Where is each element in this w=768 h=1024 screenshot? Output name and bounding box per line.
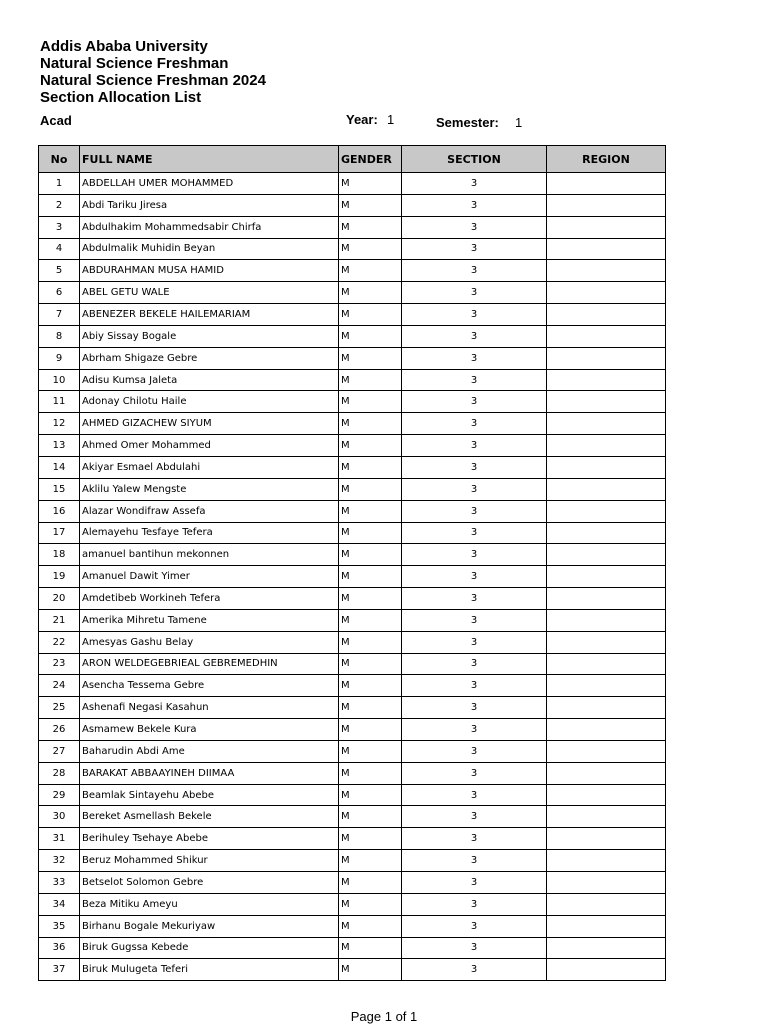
table-row: [39, 828, 666, 850]
cell-section: 3: [402, 325, 547, 347]
cell-gender: M: [339, 893, 402, 915]
cell-full-name: BARAKAT ABBAAYINEH DIIMAA: [80, 762, 339, 784]
cell-no: 28: [39, 762, 80, 784]
cell-section: 3: [402, 413, 547, 435]
cell-section: 3: [402, 478, 547, 500]
cell-no: 4: [39, 238, 80, 260]
cell-region: [547, 740, 666, 762]
cell-no: 23: [39, 653, 80, 675]
cell-full-name: Birhanu Bogale Mekuriyaw: [80, 915, 339, 937]
cell-full-name: Aklilu Yalew Mengste: [80, 478, 339, 500]
cell-no: 1: [39, 173, 80, 195]
cell-full-name: Asmamew Bekele Kura: [80, 719, 339, 741]
cell-no: 3: [39, 216, 80, 238]
cell-full-name: Ashenafi Negasi Kasahun: [80, 697, 339, 719]
semester-label: Semester:: [436, 115, 499, 130]
cell-section: 3: [402, 347, 547, 369]
cell-region: [547, 850, 666, 872]
program-year: Natural Science Freshman 2024: [40, 72, 266, 89]
table-row: [39, 522, 666, 544]
table-row: [39, 478, 666, 500]
table-row: [39, 282, 666, 304]
cell-full-name: AHMED GIZACHEW SIYUM: [80, 413, 339, 435]
table-row: [39, 260, 666, 282]
cell-section: 3: [402, 937, 547, 959]
section-allocation-table: [38, 145, 666, 981]
table-row: [39, 216, 666, 238]
cell-region: [547, 216, 666, 238]
cell-section: 3: [402, 697, 547, 719]
cell-region: [547, 631, 666, 653]
cell-gender: M: [339, 828, 402, 850]
cell-section: 3: [402, 631, 547, 653]
cell-full-name: Biruk Mulugeta Teferi: [80, 959, 339, 981]
table-row: [39, 413, 666, 435]
cell-section: 3: [402, 500, 547, 522]
table-row: [39, 173, 666, 195]
cell-gender: M: [339, 762, 402, 784]
cell-no: 17: [39, 522, 80, 544]
table-row: [39, 675, 666, 697]
cell-no: 33: [39, 872, 80, 894]
cell-no: 31: [39, 828, 80, 850]
cell-region: [547, 522, 666, 544]
cell-section: 3: [402, 282, 547, 304]
cell-full-name: ABENEZER BEKELE HAILEMARIAM: [80, 304, 339, 326]
cell-gender: M: [339, 719, 402, 741]
table-row: [39, 893, 666, 915]
cell-region: [547, 456, 666, 478]
cell-region: [547, 806, 666, 828]
cell-no: 12: [39, 413, 80, 435]
column-header-section: SECTION: [402, 146, 547, 173]
document-header: [40, 38, 266, 106]
cell-section: 3: [402, 719, 547, 741]
cell-full-name: Biruk Gugssa Kebede: [80, 937, 339, 959]
cell-region: [547, 719, 666, 741]
cell-no: 24: [39, 675, 80, 697]
table-row: [39, 609, 666, 631]
cell-gender: M: [339, 522, 402, 544]
table-row: [39, 304, 666, 326]
cell-full-name: Akiyar Esmael Abdulahi: [80, 456, 339, 478]
cell-section: 3: [402, 238, 547, 260]
table-row: [39, 719, 666, 741]
cell-region: [547, 282, 666, 304]
cell-gender: M: [339, 806, 402, 828]
cell-full-name: amanuel bantihun mekonnen: [80, 544, 339, 566]
cell-gender: M: [339, 850, 402, 872]
cell-full-name: Betselot Solomon Gebre: [80, 872, 339, 894]
cell-region: [547, 588, 666, 610]
cell-gender: M: [339, 500, 402, 522]
cell-gender: M: [339, 369, 402, 391]
year-label: Year:: [346, 112, 378, 127]
cell-section: 3: [402, 216, 547, 238]
cell-gender: M: [339, 194, 402, 216]
table-row: [39, 915, 666, 937]
cell-no: 9: [39, 347, 80, 369]
cell-no: 22: [39, 631, 80, 653]
cell-full-name: ABDELLAH UMER MOHAMMED: [80, 173, 339, 195]
cell-no: 7: [39, 304, 80, 326]
cell-section: 3: [402, 260, 547, 282]
cell-full-name: Amanuel Dawit Yimer: [80, 566, 339, 588]
cell-region: [547, 260, 666, 282]
cell-section: 3: [402, 173, 547, 195]
cell-no: 18: [39, 544, 80, 566]
cell-region: [547, 653, 666, 675]
cell-no: 11: [39, 391, 80, 413]
cell-gender: M: [339, 937, 402, 959]
cell-no: 13: [39, 435, 80, 457]
cell-full-name: ARON WELDEGEBRIEAL GEBREMEDHIN: [80, 653, 339, 675]
table-row: [39, 500, 666, 522]
table-body: [39, 173, 666, 981]
cell-full-name: Asencha Tessema Gebre: [80, 675, 339, 697]
cell-full-name: ABEL GETU WALE: [80, 282, 339, 304]
cell-region: [547, 369, 666, 391]
cell-gender: M: [339, 173, 402, 195]
table-row: [39, 872, 666, 894]
cell-section: 3: [402, 304, 547, 326]
cell-full-name: Alemayehu Tesfaye Tefera: [80, 522, 339, 544]
cell-section: 3: [402, 522, 547, 544]
cell-full-name: Abdulhakim Mohammedsabir Chirfa: [80, 216, 339, 238]
page-number: Page 1 of 1: [350, 1009, 418, 1024]
cell-gender: M: [339, 915, 402, 937]
cell-gender: M: [339, 631, 402, 653]
cell-region: [547, 478, 666, 500]
cell-no: 36: [39, 937, 80, 959]
cell-region: [547, 391, 666, 413]
cell-section: 3: [402, 435, 547, 457]
table-row: [39, 544, 666, 566]
cell-full-name: Beruz Mohammed Shikur: [80, 850, 339, 872]
table-row: [39, 456, 666, 478]
cell-gender: M: [339, 325, 402, 347]
cell-no: 6: [39, 282, 80, 304]
cell-gender: M: [339, 304, 402, 326]
cell-full-name: Amesyas Gashu Belay: [80, 631, 339, 653]
program-name: Natural Science Freshman: [40, 55, 229, 72]
table-row: [39, 937, 666, 959]
cell-no: 15: [39, 478, 80, 500]
cell-gender: M: [339, 653, 402, 675]
column-header-no: No: [39, 146, 80, 173]
cell-section: 3: [402, 762, 547, 784]
cell-no: 19: [39, 566, 80, 588]
cell-gender: M: [339, 566, 402, 588]
cell-gender: M: [339, 478, 402, 500]
cell-no: 16: [39, 500, 80, 522]
cell-region: [547, 544, 666, 566]
cell-region: [547, 959, 666, 981]
cell-region: [547, 566, 666, 588]
cell-region: [547, 828, 666, 850]
cell-no: 21: [39, 609, 80, 631]
table-row: [39, 566, 666, 588]
cell-section: 3: [402, 456, 547, 478]
cell-full-name: Abdi Tariku Jiresa: [80, 194, 339, 216]
column-header-gender: GENDER: [339, 146, 402, 173]
cell-region: [547, 675, 666, 697]
cell-section: 3: [402, 653, 547, 675]
cell-gender: M: [339, 784, 402, 806]
table-row: [39, 806, 666, 828]
table-row: [39, 369, 666, 391]
cell-gender: M: [339, 609, 402, 631]
cell-region: [547, 413, 666, 435]
cell-region: [547, 893, 666, 915]
cell-section: 3: [402, 588, 547, 610]
cell-full-name: ABDURAHMAN MUSA HAMID: [80, 260, 339, 282]
table-row: [39, 850, 666, 872]
cell-no: 30: [39, 806, 80, 828]
cell-gender: M: [339, 959, 402, 981]
cell-no: 35: [39, 915, 80, 937]
cell-no: 27: [39, 740, 80, 762]
cell-section: 3: [402, 675, 547, 697]
cell-gender: M: [339, 413, 402, 435]
cell-no: 8: [39, 325, 80, 347]
cell-full-name: Bereket Asmellash Bekele: [80, 806, 339, 828]
cell-section: 3: [402, 915, 547, 937]
cell-no: 20: [39, 588, 80, 610]
cell-full-name: Alazar Wondifraw Assefa: [80, 500, 339, 522]
table-row: [39, 391, 666, 413]
table-row: [39, 959, 666, 981]
cell-gender: M: [339, 456, 402, 478]
cell-section: 3: [402, 850, 547, 872]
academic-label-text: Acad: [40, 113, 72, 128]
cell-gender: M: [339, 435, 402, 457]
cell-no: 26: [39, 719, 80, 741]
cell-region: [547, 325, 666, 347]
cell-gender: M: [339, 675, 402, 697]
cell-region: [547, 762, 666, 784]
cell-region: [547, 194, 666, 216]
list-title: Section Allocation List: [40, 89, 202, 106]
cell-region: [547, 915, 666, 937]
cell-region: [547, 609, 666, 631]
cell-section: 3: [402, 391, 547, 413]
cell-full-name: Beza Mitiku Ameyu: [80, 893, 339, 915]
table-row: [39, 588, 666, 610]
cell-section: 3: [402, 784, 547, 806]
cell-full-name: Baharudin Abdi Ame: [80, 740, 339, 762]
cell-region: [547, 500, 666, 522]
cell-full-name: Berihuley Tsehaye Abebe: [80, 828, 339, 850]
cell-gender: M: [339, 588, 402, 610]
cell-full-name: Amdetibeb Workineh Tefera: [80, 588, 339, 610]
cell-gender: M: [339, 391, 402, 413]
cell-full-name: Abrham Shigaze Gebre: [80, 347, 339, 369]
cell-gender: M: [339, 697, 402, 719]
semester-value: 1: [515, 115, 523, 130]
column-header-full-name: FULL NAME: [80, 146, 339, 173]
cell-no: 10: [39, 369, 80, 391]
cell-no: 37: [39, 959, 80, 981]
cell-region: [547, 347, 666, 369]
cell-gender: M: [339, 740, 402, 762]
table-row: [39, 631, 666, 653]
cell-gender: M: [339, 216, 402, 238]
cell-no: 34: [39, 893, 80, 915]
cell-full-name: Ahmed Omer Mohammed: [80, 435, 339, 457]
table-row: [39, 740, 666, 762]
cell-full-name: Abdulmalik Muhidin Beyan: [80, 238, 339, 260]
cell-region: [547, 238, 666, 260]
university-name: Addis Ababa University: [40, 38, 208, 55]
cell-full-name: Abiy Sissay Bogale: [80, 325, 339, 347]
cell-no: 29: [39, 784, 80, 806]
cell-no: 5: [39, 260, 80, 282]
column-header-region: REGION: [547, 146, 666, 173]
table-row: [39, 762, 666, 784]
table-row: [39, 194, 666, 216]
cell-section: 3: [402, 740, 547, 762]
table-header-row: [39, 146, 666, 173]
cell-gender: M: [339, 260, 402, 282]
cell-gender: M: [339, 282, 402, 304]
cell-section: 3: [402, 893, 547, 915]
table-row: [39, 347, 666, 369]
cell-full-name: Amerika Mihretu Tamene: [80, 609, 339, 631]
cell-section: 3: [402, 369, 547, 391]
cell-no: 32: [39, 850, 80, 872]
cell-no: 14: [39, 456, 80, 478]
table-row: [39, 653, 666, 675]
cell-region: [547, 784, 666, 806]
cell-region: [547, 435, 666, 457]
cell-gender: M: [339, 544, 402, 566]
table-row: [39, 784, 666, 806]
cell-section: 3: [402, 609, 547, 631]
cell-gender: M: [339, 238, 402, 260]
cell-full-name: Adisu Kumsa Jaleta: [80, 369, 339, 391]
cell-region: [547, 697, 666, 719]
cell-no: 2: [39, 194, 80, 216]
table-row: [39, 697, 666, 719]
cell-section: 3: [402, 544, 547, 566]
cell-full-name: Adonay Chilotu Haile: [80, 391, 339, 413]
cell-section: 3: [402, 194, 547, 216]
cell-full-name: Beamlak Sintayehu Abebe: [80, 784, 339, 806]
cell-section: 3: [402, 872, 547, 894]
cell-section: 3: [402, 806, 547, 828]
table-row: [39, 238, 666, 260]
academic-label: [40, 112, 72, 130]
cell-region: [547, 872, 666, 894]
cell-no: 25: [39, 697, 80, 719]
cell-region: [547, 173, 666, 195]
table-row: [39, 435, 666, 457]
cell-region: [547, 937, 666, 959]
cell-section: 3: [402, 828, 547, 850]
year-value: 1: [387, 112, 395, 127]
cell-gender: M: [339, 347, 402, 369]
cell-gender: M: [339, 872, 402, 894]
cell-section: 3: [402, 959, 547, 981]
table-row: [39, 325, 666, 347]
cell-section: 3: [402, 566, 547, 588]
cell-region: [547, 304, 666, 326]
